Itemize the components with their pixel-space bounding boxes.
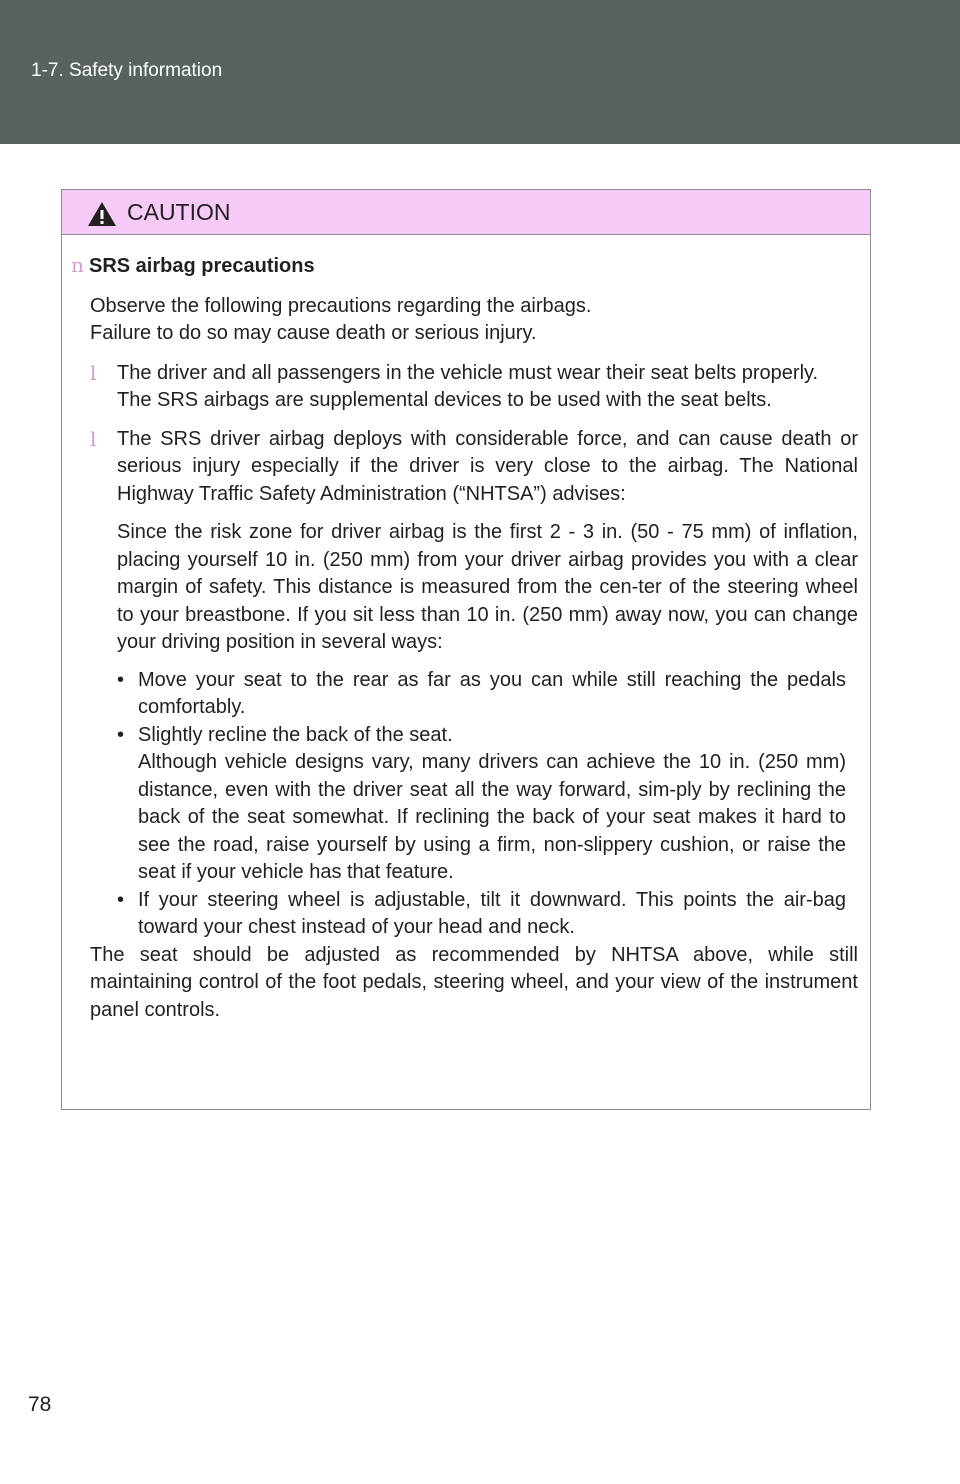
heading-marker: n bbox=[71, 253, 84, 277]
list-item bbox=[90, 426, 858, 509]
closing-paragraph: The seat should be adjusted as recommended by NHTSA above, while still maintaining control of the foot pedals, steering wheel, and your view of the instrument panel controls. bbox=[90, 943, 858, 1021]
precautions-heading-row bbox=[71, 252, 858, 281]
dot-marker: • bbox=[117, 723, 125, 746]
section-title: 1-7. Safety information bbox=[31, 60, 223, 81]
dot-item bbox=[117, 887, 846, 942]
item-text: The SRS airbags are supplemental devices to be used with the seat belts. bbox=[117, 389, 772, 411]
caution-content bbox=[62, 234, 870, 1024]
item-text: The driver and all passengers in the vehicle must wear their seat belts properly. bbox=[117, 361, 819, 384]
intro-line: Failure to do so may cause death or serious injury. bbox=[90, 322, 537, 344]
item-marker: l bbox=[90, 360, 97, 385]
item-text: The SRS driver airbag deploys with considerable force, and can cause death or serious injury especially if the driver is very close to the airbag. The National Highway Traffic Safety Administration (“NHTSA”) advises: bbox=[117, 427, 858, 505]
precautions-heading: SRS airbag precautions bbox=[89, 255, 315, 277]
caution-header bbox=[62, 190, 870, 235]
dot-text: Move your seat to the rear as far as you can while still reaching the pedals comfortably. bbox=[138, 668, 846, 718]
dot-text: If your steering wheel is adjustable, tilt it downward. This points the air-bag toward your chest instead of your head and neck. bbox=[138, 888, 846, 938]
intro-line: Observe the following precautions regarding the airbags. bbox=[90, 294, 592, 317]
dot-marker: • bbox=[117, 888, 125, 911]
page-number: 78 bbox=[28, 1393, 52, 1416]
caution-box bbox=[61, 189, 871, 1110]
dot-marker: • bbox=[117, 668, 125, 691]
page-header bbox=[0, 0, 960, 144]
dot-text: Slightly recline the back of the seat. bbox=[138, 723, 453, 746]
dot-item bbox=[117, 722, 846, 887]
list-item bbox=[90, 360, 858, 415]
caution-label: CAUTION bbox=[127, 199, 231, 225]
nhtsa-advice: Since the risk zone for driver airbag is the first 2 - 3 in. (50 - 75 mm) of inflation, placing yourself 10 in. (250 mm) from your driver airbag provides you with a clear margin of safety. This distance is measured from the cen-ter of the steering wheel to your breastbone. If you sit less than 10 in. (250 mm) away now, you can change your driving position in several ways: bbox=[117, 521, 858, 653]
dot-text: Although vehicle designs vary, many drivers can achieve the 10 in. (250 mm) distance, even with the driver seat all the way forward, sim-ply by reclining the back of the seat somewhat. If reclining the back of your seat makes it hard to see the road, raise yourself by using a firm, non-slippery cushion, or raise the seat if your vehicle has that feature. bbox=[138, 751, 846, 883]
dot-item bbox=[117, 667, 846, 722]
warning-triangle-icon bbox=[86, 200, 118, 228]
item-marker: l bbox=[90, 426, 97, 451]
